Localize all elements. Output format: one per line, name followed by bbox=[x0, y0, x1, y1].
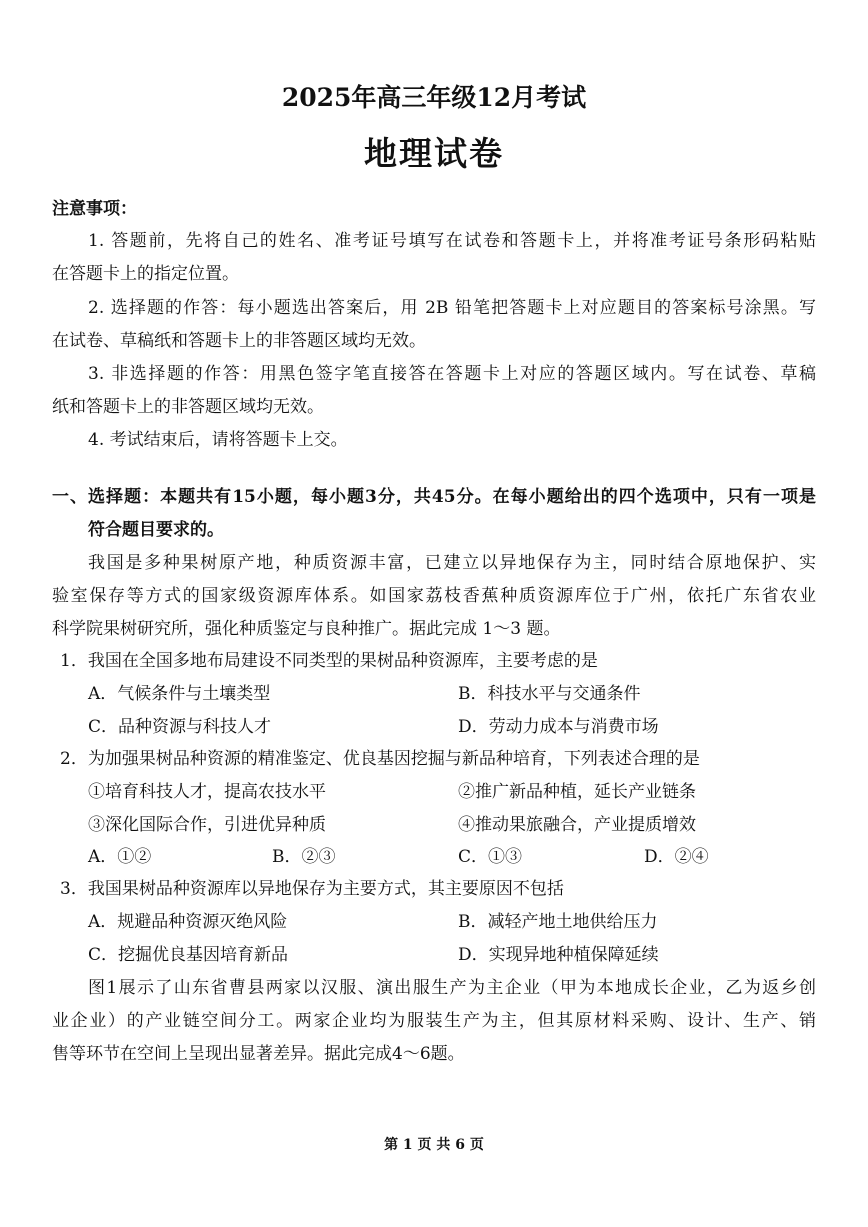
notes-line: 在答题卡上的指定位置。 bbox=[52, 264, 239, 284]
question-1-option-b: B．科技水平与交通条件 bbox=[458, 684, 641, 704]
question-2-option-d: D．②④ bbox=[644, 847, 709, 867]
passage-line: 业企业）的产业链空间分工。两家企业均为服装生产为主，但其原材料采购、设计、生产、销 bbox=[52, 1011, 816, 1031]
notes-line: 4. 考试结束后，请将答题卡上交。 bbox=[88, 430, 348, 450]
question-1-option-c: C．品种资源与科技人才 bbox=[88, 717, 272, 737]
notes-line: 在试卷、草稿纸和答题卡上的非答题区域均无效。 bbox=[52, 331, 426, 351]
question-1-stem: 1．我国在全国多地布局建设不同类型的果树品种资源库，主要考虑的是 bbox=[60, 651, 598, 671]
passage-line: 科学院果树研究所，强化种质鉴定与良种推广。据此完成 1～3 题。 bbox=[52, 619, 561, 639]
notes-heading: 注意事项： bbox=[52, 199, 137, 219]
passage-line: 图1展示了山东省曹县两家以汉服、演出服生产为主企业（甲为本地成长企业，乙为返乡创 bbox=[88, 978, 816, 998]
question-2-statement-4: ④推动果旅融合，产业提质增效 bbox=[458, 815, 696, 835]
question-2-stem: 2．为加强果树品种资源的精准鉴定、优良基因挖掘与新品种培育，下列表述合理的是 bbox=[60, 749, 700, 769]
question-2-option-c: C．①③ bbox=[458, 847, 523, 867]
question-3-stem: 3．我国果树品种资源库以异地保存为主要方式，其主要原因不包括 bbox=[60, 879, 564, 899]
question-1-option-d: D．劳动力成本与消费市场 bbox=[458, 717, 659, 737]
subject-title: 地理试卷 bbox=[364, 134, 504, 173]
question-1-option-a: A．气候条件与土壤类型 bbox=[88, 684, 271, 704]
question-3-option-a: A．规避品种资源灭绝风险 bbox=[88, 912, 288, 932]
question-2-option-a: A．①② bbox=[88, 847, 152, 867]
question-2-statement-2: ②推广新品种植，延长产业链条 bbox=[458, 782, 696, 802]
exam-title: 2025年高三年级12月考试 bbox=[281, 83, 587, 112]
notes-line: 3. 非选择题的作答：用黑色签字笔直接答在答题卡上对应的答题区域内。写在试卷、草稿 bbox=[88, 364, 816, 384]
question-3-option-c: C．挖掘优良基因培育新品 bbox=[88, 945, 289, 965]
passage-line: 我国是多种果树原产地，种质资源丰富，已建立以异地保存为主，同时结合原地保护、实 bbox=[88, 553, 816, 573]
question-2-statement-1: ①培育科技人才，提高农技水平 bbox=[88, 782, 326, 802]
notes-line: 2. 选择题的作答：每小题选出答案后，用 2B 铅笔把答题卡上对应题目的答案标号涂黑。写 bbox=[88, 298, 816, 318]
section-heading: 一、选择题：本题共有15小题，每小题3分，共45分。在每小题给出的四个选项中，只有一项是 bbox=[52, 487, 816, 507]
notes-line: 1. 答题前，先将自己的姓名、准考证号填写在试卷和答题卡上，并将准考证号条形码粘贴 bbox=[88, 231, 816, 251]
section-heading-cont: 符合题目要求的。 bbox=[88, 520, 224, 540]
question-2-statement-3: ③深化国际合作，引进优异种质 bbox=[88, 815, 326, 835]
passage-line: 验室保存等方式的国家级资源库体系。如国家荔枝香蕉种质资源库位于广州，依托广东省农业 bbox=[52, 586, 816, 606]
passage-line: 售等环节在空间上呈现出显著差异。据此完成4～6题。 bbox=[52, 1044, 465, 1064]
page-number: 第 1 页 共 6 页 bbox=[384, 1137, 484, 1153]
question-2-option-b: B．②③ bbox=[272, 847, 336, 867]
question-3-option-b: B．减轻产地土地供给压力 bbox=[458, 912, 658, 932]
question-3-option-d: D．实现异地种植保障延续 bbox=[458, 945, 659, 965]
notes-line: 纸和答题卡上的非答题区域均无效。 bbox=[52, 397, 324, 417]
